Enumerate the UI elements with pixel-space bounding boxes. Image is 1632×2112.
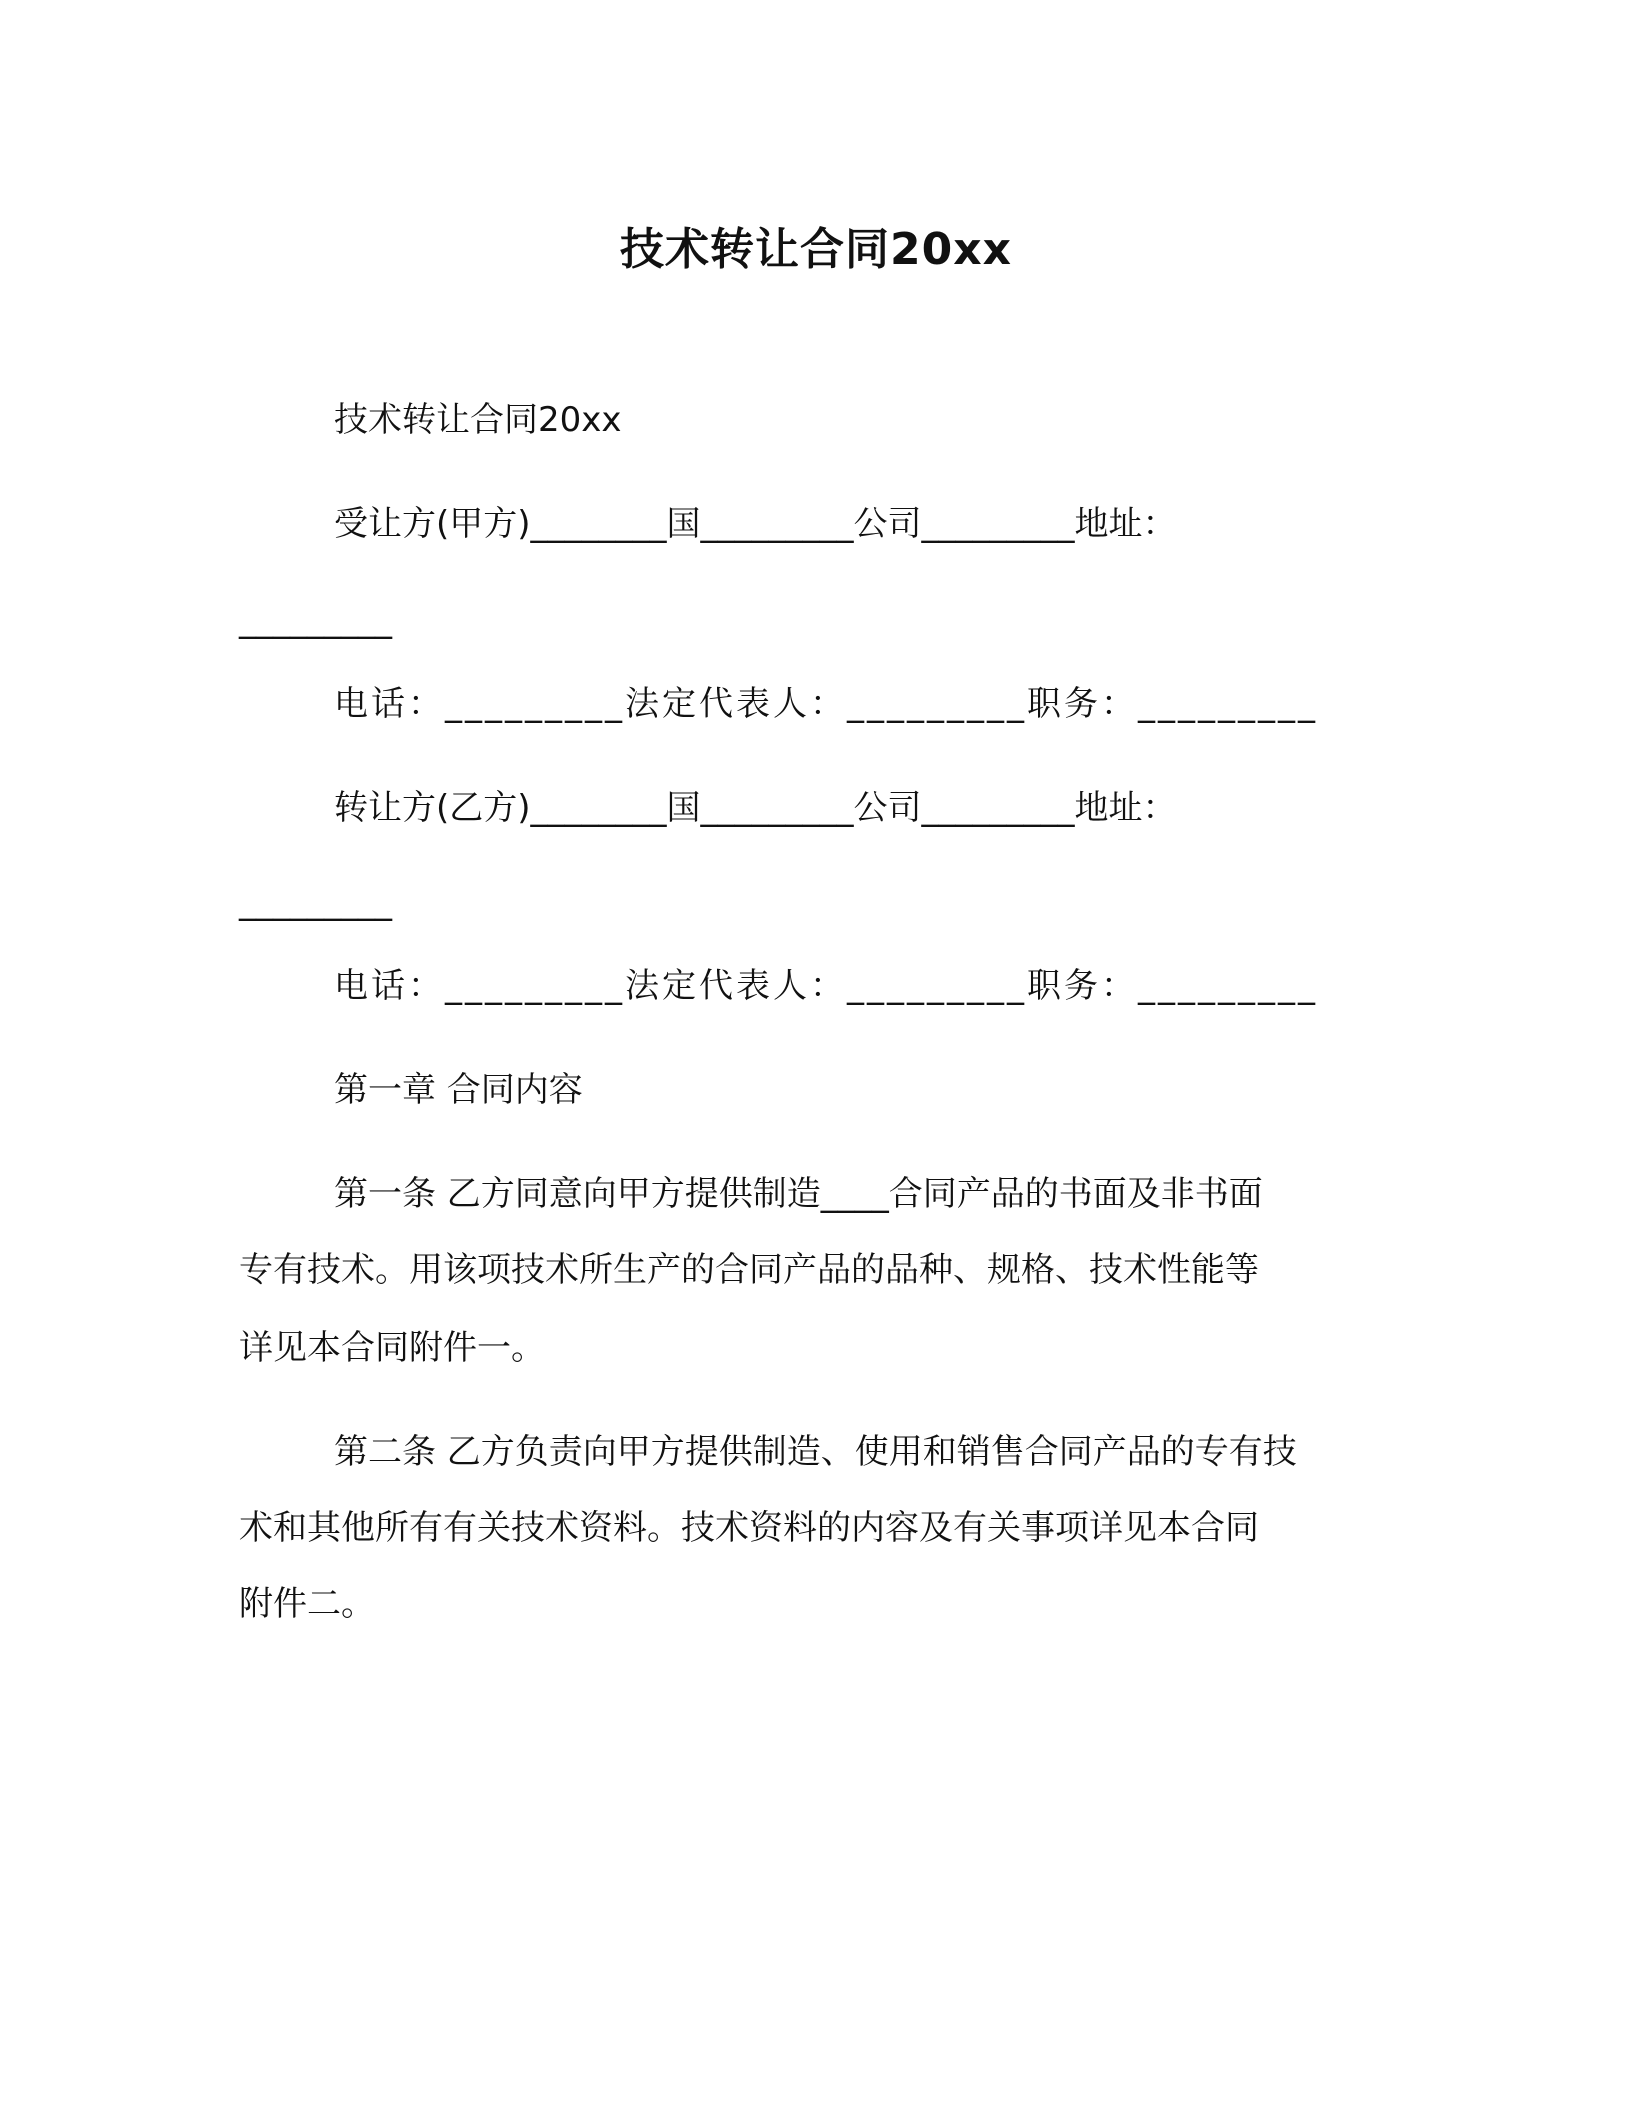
party-b-contact-line: 电话：_________法定代表人：_________职务：_________	[334, 966, 1318, 1006]
article-2-line-1: 第二条 乙方负责向甲方提供制造、使用和销售合同产品的专有技	[334, 1432, 1297, 1472]
article-1-line-3: 详见本合同附件一。	[239, 1328, 545, 1368]
chapter-heading: 第一章 合同内容	[334, 1070, 583, 1110]
intro-heading: 技术转让合同20xx	[334, 400, 622, 440]
article-1-line-1: 第一条 乙方同意向甲方提供制造____合同产品的书面及非书面	[334, 1174, 1263, 1214]
party-b-address-blank: _________	[239, 882, 392, 922]
party-a-line: 受让方(甲方)________国_________公司_________地址：	[334, 504, 1177, 544]
party-a-contact-line: 电话：_________法定代表人：_________职务：_________	[334, 684, 1318, 724]
party-a-address-blank: _________	[239, 600, 392, 640]
party-b-line: 转让方(乙方)________国_________公司_________地址：	[334, 788, 1177, 828]
article-2-line-3: 附件二。	[239, 1584, 375, 1624]
document-title: 技术转让合同20xx	[620, 224, 1012, 275]
article-1-line-2: 专有技术。用该项技术所生产的合同产品的品种、规格、技术性能等	[239, 1250, 1259, 1290]
article-2-line-2: 术和其他所有有关技术资料。技术资料的内容及有关事项详见本合同	[239, 1508, 1259, 1548]
